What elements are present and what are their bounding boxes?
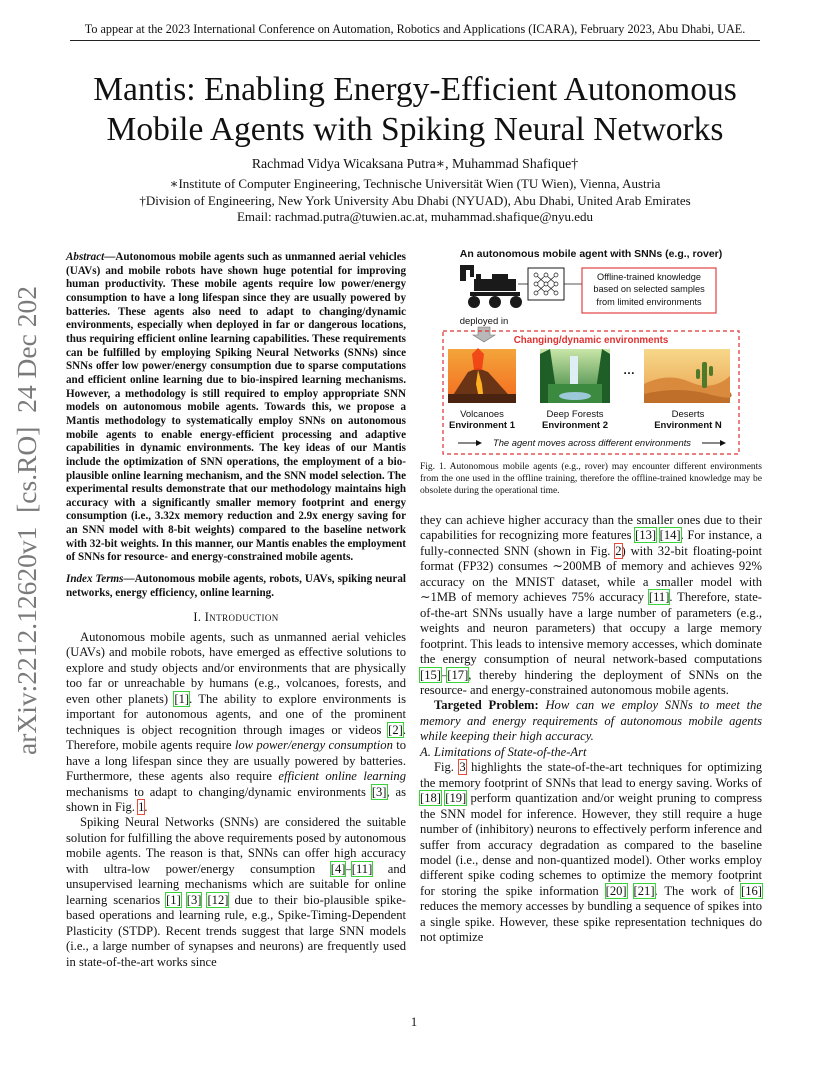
envN-label: Environment N — [654, 420, 722, 431]
introduction-text — [66, 630, 406, 970]
arxiv-stamp — [8, 285, 44, 755]
index-terms-label: Index Terms — [66, 573, 124, 585]
ellipsis: … — [623, 363, 635, 377]
index-terms — [66, 573, 406, 600]
affiliation-2: †Division of Engineering, New York University Abu Dhabi (NYUAD), Abu Dhabi, United Arab Emirates — [139, 193, 691, 208]
abstract-label: Abstract — [66, 251, 105, 263]
figure-1-caption: Fig. 1. Autonomous mobile agents (e.g., rover) may encounter different environments from the one used in the offline training, therefore the offline-trained knowledge may be obsolete during the operational time. — [420, 462, 762, 496]
abstract-body: —Autonomous mobile agents such as unmanned aerial vehicles (UAVs) and mobile robots have shown huge potential for improving human productivity. These mobile agents require low power/energy consumption to have a long lifespan since they are usually powered by batteries. These agents also need to adapt to changing/dynamic environments, especially when deployed in far or dangerous locations, thus requiring efficient online learning capabilities. These requirements can be fulfilled by employing Spiking Neural Networks (SNNs) since SNNs offer low power/energy consumption due to sparse computations and efficient online learning due to bio-inspired learning mechanisms. However, a methodology is still required to employ appropriate SNN models on autonomous mobile agents. Towards this, we propose a Mantis methodology to systematically employ SNNs on autonomous mobile agents to enable energy-efficient processing and adaptive capabilities in dynamic environments. The key ideas of our Mantis include the optimization of SNN operations, the employment of a bio-plausible online learning mechanism, and the SNN model selection. The experimental results demonstrate that our methodology maintains high accuracy with a significantly smaller memory footprint and energy consumption (i.e., 3.32x memory reduction and 2.9x energy saving for an SNN model with 8-bit weights) compared to the baseline network with 32-bit weights. In this manner, our Mantis enables the employment of SNNs for resource- and energy-constrained mobile agents. — [66, 251, 406, 564]
env1-label: Environment 1 — [449, 420, 515, 431]
desert-image — [644, 349, 732, 403]
env2-name: Deep Forests — [546, 409, 604, 420]
move-text: The agent moves across different environments — [492, 437, 692, 448]
right-paragraph-3: Fig. 3 highlights the state-of-the-art techniques for optimizing the memory footprint of SNNs that lead to energy saving. Works of [18] [19] perform quantization and/or weight pruning to compress the SNN model for inference. However, they still require a huge number of (inhibitory) neurons to effectively perform inference and suffer from accuracy degradation as compared to the baseline model (i.e., dense and non-quantized model). Other works employ different spike coding schemes to optimize the memory footprint for storing the spike information [20] [21]. The work of [16] reduces the memory accesses by bundling a sequence of spikes into a single spike. However, these spike representation techniques do not optimize — [420, 760, 762, 945]
abstract — [66, 251, 406, 565]
right-arrow-head — [720, 440, 726, 446]
env2-label: Environment 2 — [542, 420, 608, 431]
volcano-image — [448, 348, 516, 403]
intro-paragraph-2: Spiking Neural Networks (SNNs) are considered the suitable solution for fulfilling the above requirements posed by autonomous mobile agents. The reason is that, SNNs can offer high accuracy with ultra-low power/energy consumption [4]–[11] and unsupervised learning mechanisms which are suitable for online learning scenarios [1] [3] [12] due to their bio-plausible spike-based operations and learning rule, e.g., Spike-Timing-Dependent Plasticity (STDP). Recent trends suggest that large SNN models (i.e., a large number of synapses and neurons) are frequently used in state-of-the-art works since — [66, 815, 407, 969]
intro-paragraph-1: Autonomous mobile agents, such as unmanned aerial vehicles (UAVs) and mobile robots, have emerged as effective solutions to explore and study objects and/or environments that are physically too far or unreachable by humans (e.g., volcanoes, forests, and even other planets) [1]. The ability to explore environments is important for autonomous agents, and one of the prominent techniques is object recognition through images or videos [2]. Therefore, mobile agents require low power/energy consumption to have a long lifespan since they are usually powered by batteries. Furthermore, these agents also require efficient online learning mechanisms to adapt to changing/dynamic environments [3], as shown in Fig. 1. — [66, 630, 406, 814]
subsection-heading-limitations: A. Limitations of State-of-the-Art — [420, 744, 587, 759]
section-heading-introduction — [66, 610, 406, 625]
title-line-2: Mobile Agents with Spiking Neural Networks — [106, 111, 724, 148]
index-terms-body: —Autonomous mobile agents, robots, UAVs, spiking neural networks, energy efficiency, online learning. — [66, 573, 406, 599]
page-number: 1 — [410, 1015, 418, 1029]
section-heading-text: I. Introduction — [193, 610, 279, 624]
figure-1 — [418, 244, 764, 458]
env1-name: Volcanoes — [460, 409, 504, 420]
deployed-arrow — [473, 327, 495, 342]
right-column-text — [420, 513, 762, 946]
affiliation-1: ∗Institute of Computer Engineering, Technische Universität Wien (TU Wien), Vienna, Austria — [169, 176, 661, 191]
arxiv-stamp-text: arXiv:2212.12620v1 [cs.RO] 24 Dec 2022 — [11, 285, 42, 755]
title-line-1: Mantis: Enabling Energy-Efficient Autonomous — [93, 71, 737, 108]
paper-title — [60, 70, 770, 150]
rover-icon — [460, 265, 522, 308]
header-rule — [70, 40, 760, 41]
environment-box-title: Changing/dynamic environments — [513, 335, 669, 346]
email-line: Email: rachmad.putra@tuwien.ac.at, muhammad.shafique@nyu.edu — [236, 209, 594, 224]
forest-image — [540, 349, 610, 403]
envN-name: Deserts — [671, 409, 705, 420]
right-paragraph-2: Targeted Problem: How can we employ SNNs to meet the memory and energy requirements of autonomous mobile agents while keeping their high accuracy. — [420, 698, 762, 744]
figure-heading: An autonomous mobile agent with SNNs (e.g., rover) — [459, 248, 723, 260]
left-arrow-head — [476, 440, 482, 446]
deployed-label: deployed in — [459, 316, 509, 327]
authors: Rachmad Vidya Wicaksana Putra∗, Muhammad Shafique† — [251, 156, 579, 171]
neural-network-icon — [528, 268, 564, 300]
right-paragraph-1: they can achieve higher accuracy than the smaller ones due to their capabilities for recognizing more features [13] [14]. For instance, a fully-connected SNN (shown in Fig. 2) with 32-bit floating-point format (FP32) consumes ∼200MB of memory and achieves 92% accuracy on the MNIST dataset, while a smaller model with ∼1MB of memory achieves 75% accuracy [11]. Therefore, state-of-the-art SNNs usually have a large number of parameters (e.g., weights and neuron parameters) that occupy a large memory footprint. This leads to intensive memory accesses, which dominate the energy consumption of neural network-based computations [15]–[17], thereby hindering the deployment of SNNs on the resource- and energy-constrained autonomous mobile agents. — [420, 513, 762, 697]
knowledge-box-text: Offline-trained knowledge based on selected samples from limited environments — [593, 272, 705, 307]
conference-header: To appear at the 2023 International Conference on Automation, Robotics and Applications (ICARA), February 2023, Abu Dhabi, UAE. — [84, 22, 746, 36]
